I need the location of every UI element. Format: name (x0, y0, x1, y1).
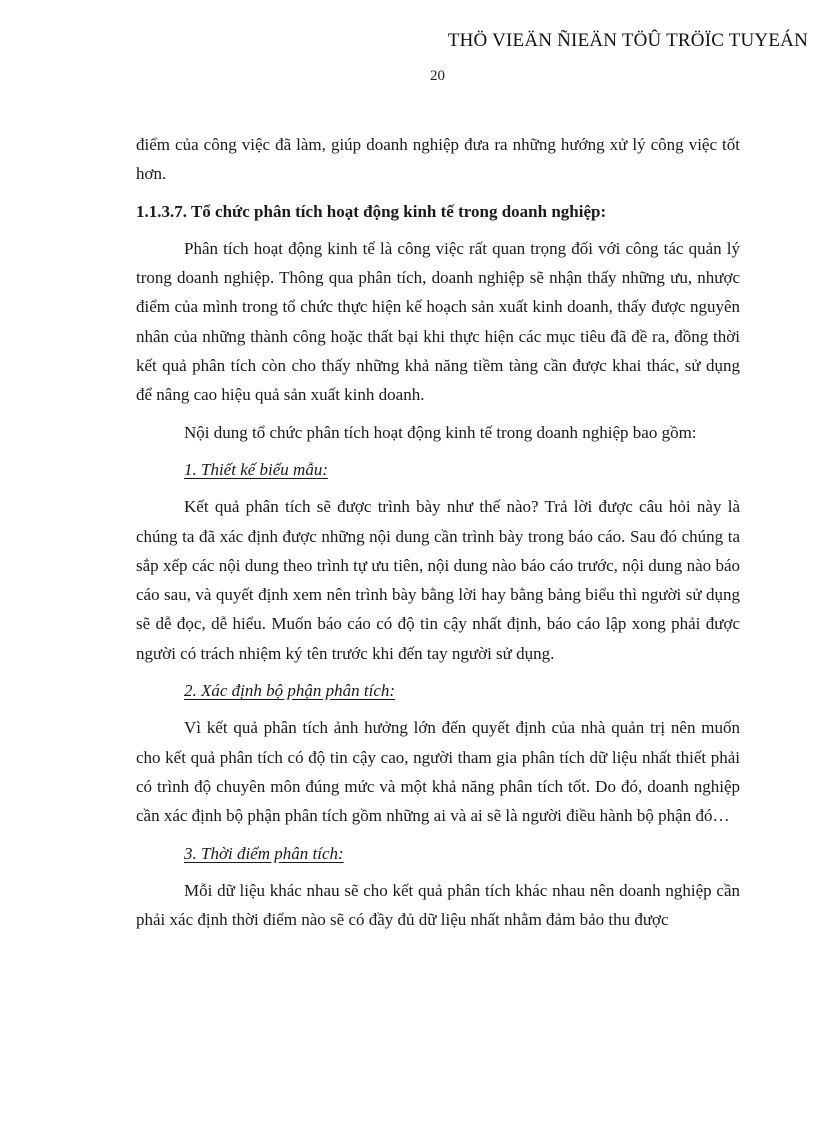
page-header-title: THÖ VIEÄN ÑIEÄN TÖÛ TRÖÏC TUYEÁN (447, 30, 808, 51)
paragraph-analysis-timing: Mỗi dữ liệu khác nhau sẽ cho kết quả phân tích khác nhau nên doanh nghiệp cần phải xác định thời điểm nào sẽ có đầy đủ dữ liệu nhất nhằm đảm bảo thu được (136, 880, 740, 930)
subheading-analysis-timing: 3. Thời điểm phân tích: (184, 843, 344, 863)
page-number: 20 (430, 68, 445, 84)
intro-paragraph: điểm của công việc đã làm, giúp doanh nghiệp đưa ra những hướng xử lý công việc tốt hơn. (136, 135, 740, 184)
paragraph-content-overview: Nội dung tổ chức phân tích hoạt động kinh tế trong doanh nghiệp bao gồm: (184, 422, 697, 442)
section-heading: 1.1.3.7. Tổ chức phân tích hoạt động kinh tế trong doanh nghiệp: (136, 201, 607, 221)
subheading-analysis-department: 2. Xác định bộ phận phân tích: (184, 681, 396, 701)
paragraph-analysis-department: Vì kết quả phân tích ảnh hưởng lớn đến quyết định của nhà quản trị nên muốn cho kết quả phân tích có độ tin cậy cao, người tham gia phân tích dữ liệu nhất thiết phải có trình độ chuyên môn đúng mức và một khả năng phân tích tốt. Do đó, doanh nghiệp cần xác định bộ phận phân tích gồm những ai và ai sẽ là người điều hành bộ phận đó… (136, 718, 740, 826)
document-body (136, 130, 740, 942)
subheading-design-forms: 1. Thiết kế biểu mẫu: (184, 459, 328, 479)
paragraph-design-forms: Kết quả phân tích sẽ được trình bày như thế nào? Trả lời được câu hỏi này là chúng ta đã xác định được những nội dung cần trình bày trong báo cáo. Sau đó chúng ta sắp xếp các nội dung theo trình tự ưu tiên, nội dung nào báo cáo trước, nội dung nào báo cáo sau, và quyết định xem nên trình bày bằng lời hay bằng bảng biểu thì người sử dụng sẽ dễ đọc, dễ hiểu. Muốn báo cáo có độ tin cậy nhất định, báo cáo lập xong phải được người có trách nhiệm ký tên trước khi đến tay người sử dụng. (136, 497, 740, 663)
paragraph-analysis-importance: Phân tích hoạt động kinh tế là công việc rất quan trọng đối với công tác quản lý trong doanh nghiệp. Thông qua phân tích, doanh nghiệp sẽ nhận thấy những ưu, nhược điểm của mình trong tổ chức thực hiện kế hoạch sản xuất kinh doanh, thấy được nguyên nhân của những thành công hoặc thất bại khi thực hiện các mục tiêu đã đề ra, đồng thời kết quả phân tích còn cho thấy những khả năng tiềm tàng cần được khai thác, sử dụng để nâng cao hiệu quả sản xuất kinh doanh. (136, 238, 740, 405)
